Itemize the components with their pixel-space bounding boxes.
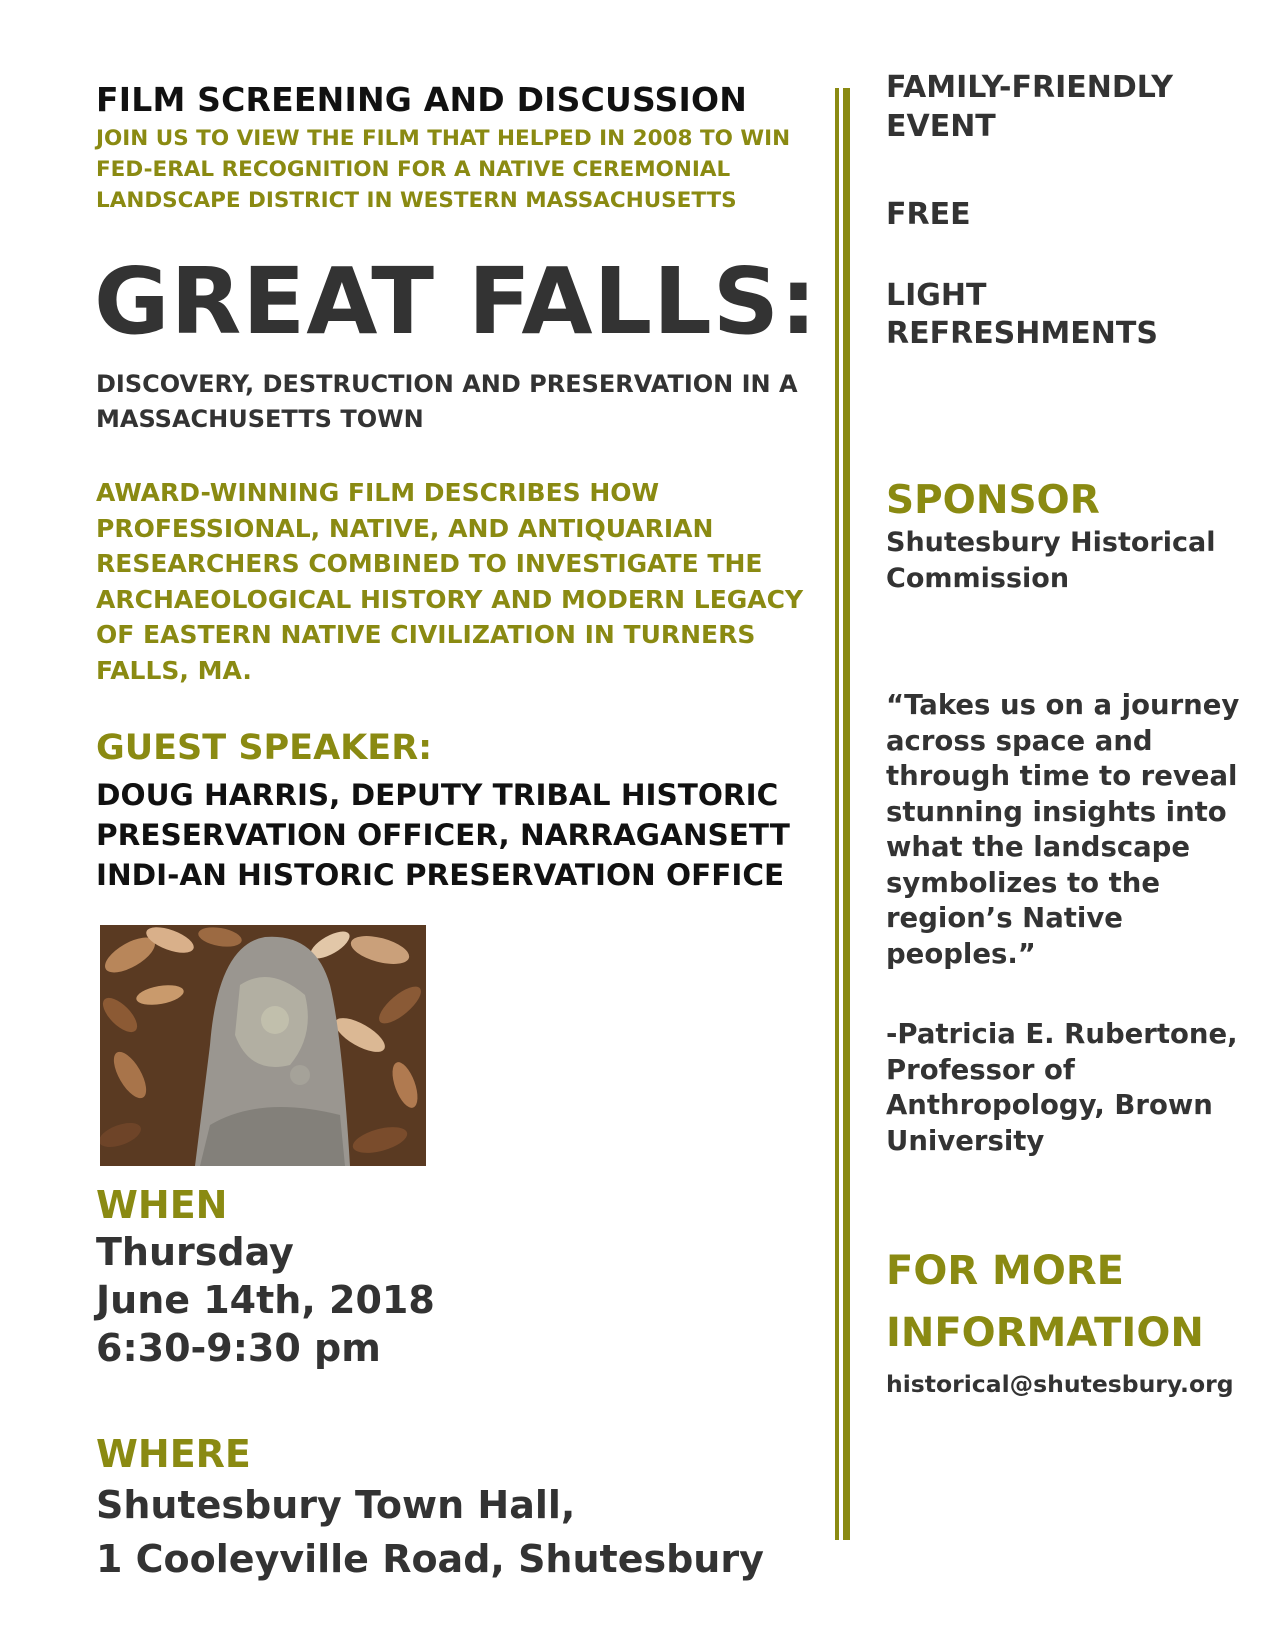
contact-email[interactable]: historical@shutesbury.org [886,1370,1234,1398]
standing-stone-photo [100,925,426,1166]
event-date: June 14th, 2018 [96,1278,435,1322]
family-friendly-label: FAMILY-FRIENDLY EVENT [886,70,1173,144]
guest-speaker-heading: GUEST SPEAKER: [96,728,433,768]
venue-address: 1 Cooleyville Road, Shutesbury [96,1537,764,1581]
where-details [96,1478,764,1586]
sponsor-heading: SPONSOR [886,478,1100,523]
film-subtitle: DISCOVERY, DESTRUCTION AND PRESERVATION IN A MASSACHUSETTS TOWN [96,370,798,433]
when-details [96,1228,435,1372]
sponsor-name: Shutesbury Historical Commission [886,527,1216,594]
refreshments-label: LIGHT REFRESHMENTS [886,278,1158,351]
film-description: AWARD-WINNING FILM DESCRIBES HOW PROFESSIONAL, NATIVE, AND ANTIQUARIAN RESEARCHERS COMBINED TO INVESTIGATE THE ARCHAEOLOGICAL HISTORY AND MODERN LEGACY OF EASTERN NATIVE CIVILIZATION IN TURNERS FALLS, MA. [96,478,804,685]
event-time: 6:30-9:30 pm [96,1326,381,1370]
more-info-heading: FOR MORE INFORMATION [886,1248,1204,1356]
free-label: FREE [886,197,971,232]
column-divider-bar [843,88,850,1540]
intro-text: JOIN US TO VIEW THE FILM THAT HELPED IN 2008 TO WIN FED-ERAL RECOGNITION FOR A NATIVE CEREMONIAL LANDSCAPE DISTRICT IN WESTERN MASSACHUSETTS [96,126,791,213]
quote-attribution: -Patricia E. Rubertone, Professor of Anthropology, Brown University [886,1018,1238,1157]
venue-name: Shutesbury Town Hall, [96,1483,576,1527]
testimonial-quote: “Takes us on a journey across space and through time to reveal stunning insights into what the landscape symbolizes to the region’s Native peoples.” [886,689,1240,970]
film-title: GREAT FALLS: [94,248,818,355]
column-divider [835,88,839,1540]
event-day: Thursday [96,1230,294,1274]
guest-speaker-text: DOUG HARRIS, DEPUTY TRIBAL HISTORIC PRESERVATION OFFICER, NARRAGANSETT INDI-AN HISTORIC PRESERVATION OFFICE [96,778,790,892]
where-heading: WHERE [96,1432,251,1476]
headline: FILM SCREENING AND DISCUSSION [96,80,748,119]
when-heading: WHEN [96,1183,228,1227]
